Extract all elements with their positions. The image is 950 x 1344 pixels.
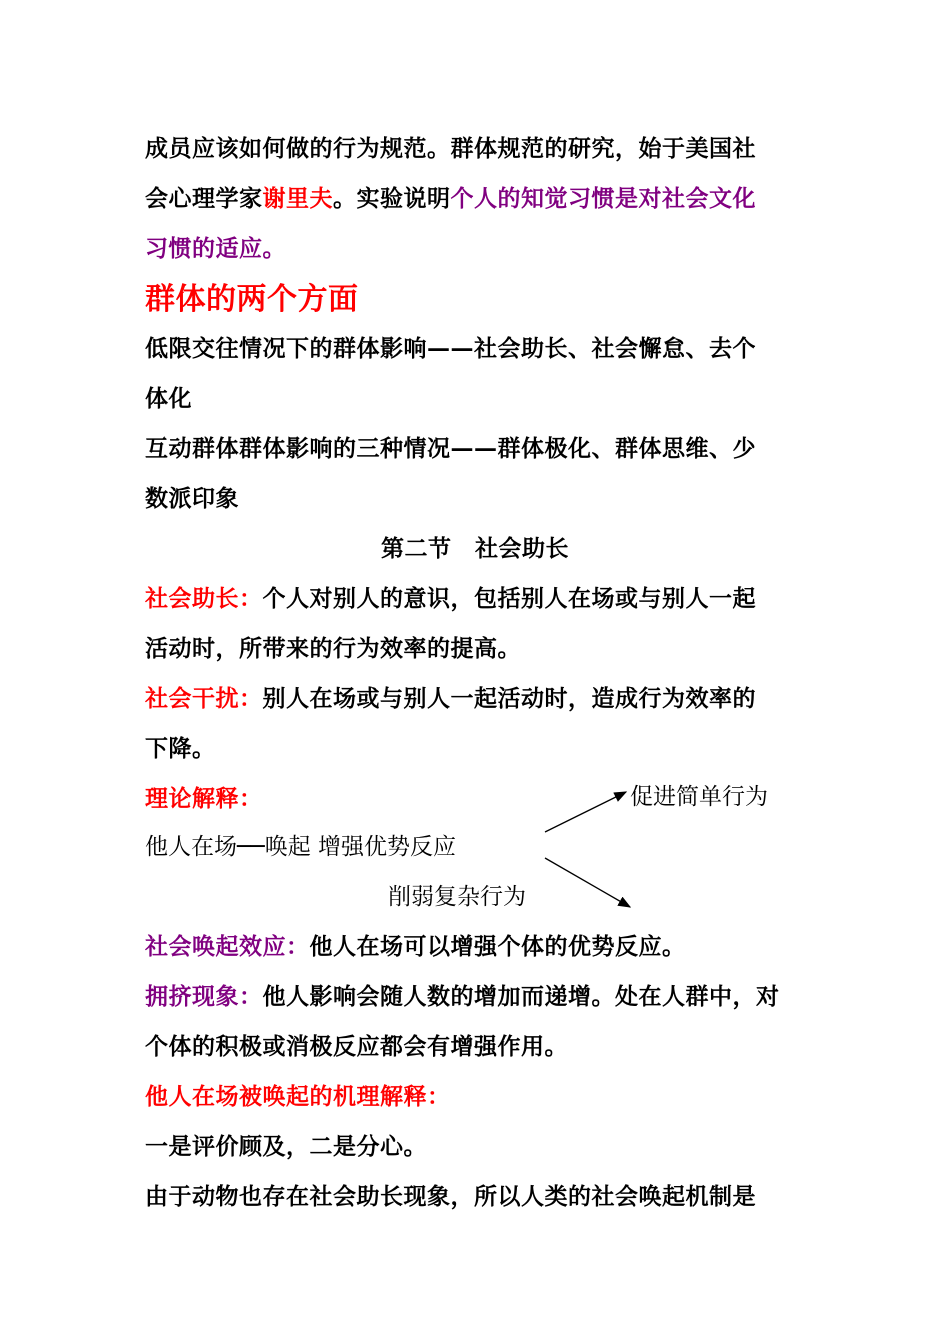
diagram-label-left: 他人在场──唤起 增强优势反应	[145, 834, 457, 860]
term-label: 理论解释：	[145, 785, 263, 812]
definition-text: 个人对别人的意识，包括别人在场或与别人一起	[262, 585, 756, 612]
term-label: 拥挤现象：	[145, 983, 263, 1010]
highlight-name: 谢里夫	[262, 185, 333, 212]
definition-line: 下降。	[145, 735, 216, 762]
definition-text: 别人在场或与别人一起活动时，造成行为效率的	[262, 685, 756, 712]
section-title: 第二节 社会助长	[381, 535, 569, 562]
highlight-conclusion: 个人的知觉习惯是对社会文化	[450, 185, 756, 212]
paragraph-line: 成员应该如何做的行为规范。群体规范的研究，始于美国社	[145, 135, 756, 162]
definition-text: 他人在场可以增强个体的优势反应。	[309, 933, 686, 960]
definition-line: 活动时，所带来的行为效率的提高。	[145, 635, 521, 662]
text-run: 会心理学家	[145, 185, 263, 212]
term-label: 社会助长：	[145, 585, 263, 612]
paragraph-line: 习惯的适应。	[145, 235, 286, 262]
diagram-label-top: 促进简单行为	[630, 784, 768, 810]
paragraph-line: 体化	[145, 385, 192, 412]
paragraph-line: 由于动物也存在社会助长现象，所以人类的社会唤起机制是	[145, 1183, 756, 1210]
paragraph-line: 互动群体群体影响的三种情况——群体极化、群体思维、少	[145, 435, 756, 462]
definition-text: 他人影响会随人数的增加而递增。处在人群中，对	[262, 983, 780, 1010]
paragraph-line: 低限交往情况下的群体影响——社会助长、社会懈怠、去个	[145, 335, 756, 362]
arrow-down	[545, 858, 630, 907]
paragraph-line: 数派印象	[145, 485, 239, 512]
paragraph-line: 一是评价顾及，二是分心。	[145, 1133, 427, 1160]
definition-line	[145, 982, 810, 1012]
term-label: 社会干扰：	[145, 685, 263, 712]
diagram-label-bottom: 削弱复杂行为	[388, 884, 526, 910]
text-run: 。实验说明	[333, 185, 451, 212]
arrow-up	[545, 792, 626, 832]
term-label: 社会唤起效应：	[145, 933, 310, 960]
term-label: 他人在场被唤起的机理解释：	[145, 1083, 451, 1110]
definition-line: 个体的积极或消极反应都会有增强作用。	[145, 1033, 568, 1060]
section-heading: 群体的两个方面	[145, 282, 359, 317]
definition-line	[145, 932, 810, 962]
